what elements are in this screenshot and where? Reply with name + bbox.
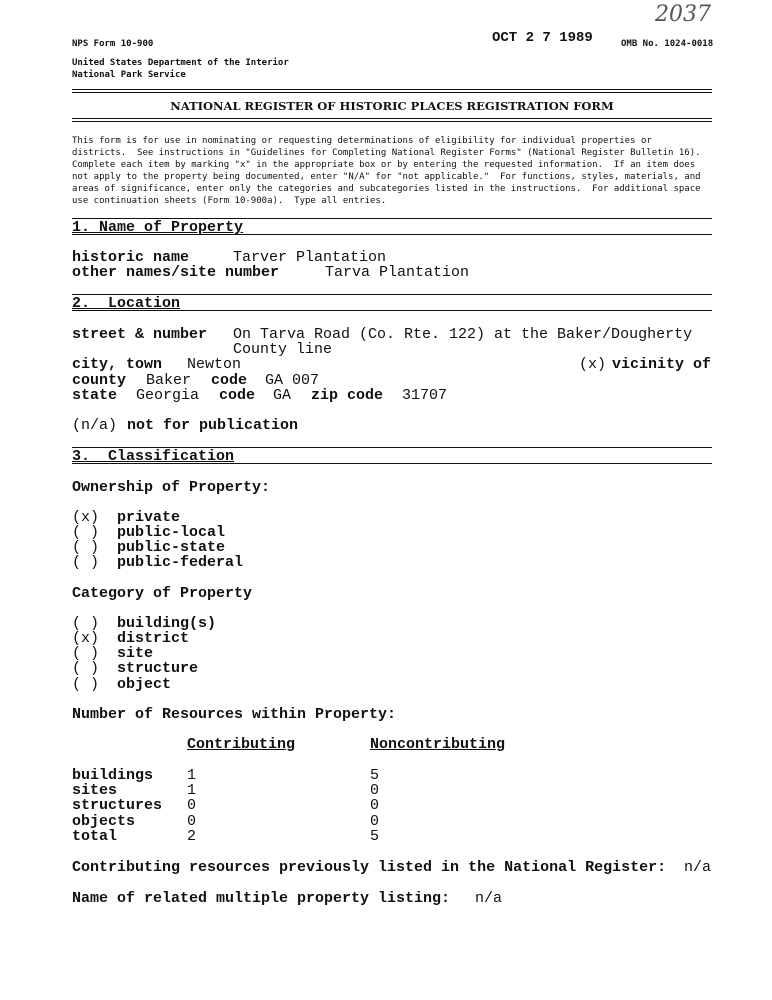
category-checkbox: ( ) [72,645,100,662]
instructions-line: This form is for use in nominating or requesting determinations of eligibility for individual properties or [72,136,652,146]
agency-line-1: United States Department of the Interior [72,58,289,68]
instructions-line: Complete each item by marking "x" in the appropriate box or by entering the requested information. If an item does [72,160,696,170]
resource-contributing-count: 1 [187,782,197,799]
county-value: Baker [146,372,192,389]
section3-heading: 3. Classification [72,448,235,465]
resource-contributing-count: 2 [187,828,197,845]
category-checkbox: (x) [72,630,100,647]
county-label: county [72,372,127,389]
category-option: building(s) [117,615,217,632]
street-value-continued: County line [233,341,333,358]
resource-contributing-count: 1 [187,767,197,784]
street-value: On Tarva Road (Co. Rte. 122) at the Baker/Dougherty [233,326,693,343]
vicinity-checkbox: (x) [579,356,607,373]
ownership-checkbox: (x) [72,509,100,526]
handwritten-number: 2037 [655,2,711,27]
state-value: Georgia [136,387,200,404]
resource-row-label: sites [72,782,118,799]
section1-rule-bottom [72,234,712,235]
resource-contributing-count: 0 [187,797,197,814]
state-label: state [72,387,118,404]
title-rule-bottom-2 [72,121,712,122]
category-checkbox: ( ) [72,676,100,693]
agency-line-2: National Park Service [72,70,186,80]
ownership-option: public-state [117,539,226,556]
section1-heading: 1. Name of Property [72,219,244,236]
ownership-checkbox: ( ) [72,524,100,541]
resource-noncontributing-count: 5 [370,767,380,784]
ownership-option: public-federal [117,554,244,571]
other-names-label: other names/site number [72,264,280,281]
category-checkbox: ( ) [72,615,100,632]
ownership-option: private [117,509,181,526]
resource-row-label: structures [72,797,163,814]
resource-noncontributing-count: 5 [370,828,380,845]
category-option: object [117,676,172,693]
section2-rule-bottom [72,310,712,311]
ownership-heading: Ownership of Property: [72,479,271,496]
multiple-listing-label: Name of related multiple property listing: [72,890,451,907]
form-title: NATIONAL REGISTER OF HISTORIC PLACES REGISTRATION FORM [170,99,614,113]
state-code-value: GA [273,387,292,404]
noncontributing-column-header: Noncontributing [370,736,506,753]
county-code-value: GA 007 [265,372,320,389]
resource-noncontributing-count: 0 [370,813,380,830]
instructions-line: districts. See instructions in "Guidelines for Completing National Register Forms" (National Register Bulletin 16). [72,148,701,158]
form-id: NPS Form 10-900 [72,39,154,49]
resource-row-label: total [72,828,118,845]
historic-name-label: historic name [72,249,190,266]
resource-row-label: buildings [72,767,154,784]
omb-number: OMB No. 1024-0018 [621,39,714,49]
section2-heading: 2. Location [72,295,181,312]
category-heading: Category of Property [72,585,253,602]
instructions-line: areas of significance, enter only the categories and subcategories listed in the instructions. For additional space [72,184,701,194]
ownership-checkbox: ( ) [72,554,100,571]
historic-name-value: Tarver Plantation [233,249,387,266]
street-label: street & number [72,326,208,343]
multiple-listing-value: n/a [475,890,503,907]
resources-heading: Number of Resources within Property: [72,706,397,723]
resource-noncontributing-count: 0 [370,797,380,814]
section3-rule-bottom [72,463,712,464]
resource-row-label: objects [72,813,136,830]
city-label: city, town [72,356,163,373]
title-rule-bottom [72,118,712,119]
county-code-label: code [211,372,248,389]
category-checkbox: ( ) [72,660,100,677]
publication-checkbox: (n/a) [72,417,118,434]
vicinity-label: vicinity of [612,356,712,373]
ownership-checkbox: ( ) [72,539,100,556]
instructions-line: not apply to the property being documented, enter "N/A" for "not applicable." For functions, styles, materials, and [72,172,701,182]
received-date-stamp: OCT 2 7 1989 [492,30,593,46]
title-rule-top-2 [72,92,712,93]
category-option: structure [117,660,199,677]
zip-value: 31707 [402,387,448,404]
ownership-option: public-local [117,524,226,541]
zip-label: zip code [311,387,384,404]
state-code-label: code [219,387,256,404]
category-option: district [117,630,190,647]
resource-contributing-count: 0 [187,813,197,830]
previously-listed-value: n/a [684,859,712,876]
title-rule-top [72,89,712,90]
category-option: site [117,645,154,662]
city-value: Newton [187,356,242,373]
instructions-line: use continuation sheets (Form 10-900a). Type all entries. [72,196,387,206]
contributing-column-header: Contributing [187,736,296,753]
other-names-value: Tarva Plantation [325,264,470,281]
previously-listed-label: Contributing resources previously listed in the National Register: [72,859,667,876]
resource-noncontributing-count: 0 [370,782,380,799]
publication-label: not for publication [127,417,299,434]
